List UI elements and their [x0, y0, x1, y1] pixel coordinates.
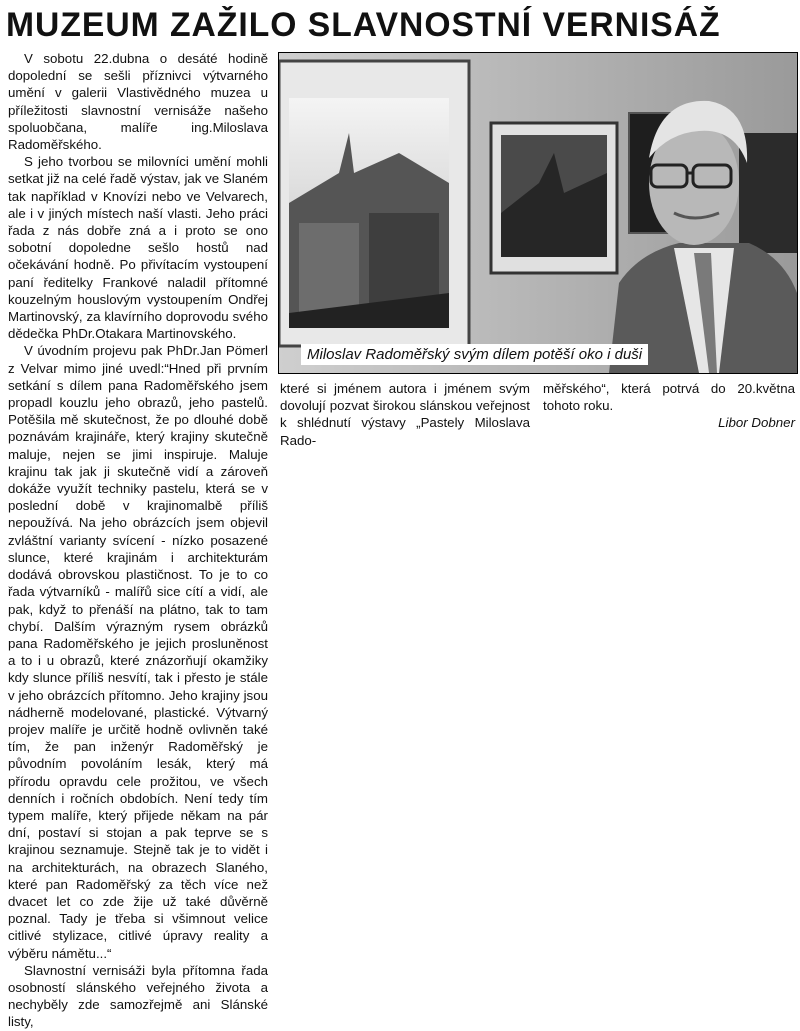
paragraph: které si jménem autora i jménem svým dovolují pozvat širokou slánskou veřejnost k shlédnutí výstavy „Pastely Miloslava Rado-: [280, 381, 530, 448]
article-column-3: [543, 380, 795, 432]
article-column-2: [280, 380, 530, 449]
paragraph: S jeho tvorbou se milovníci umění mohli setkat již na celé řadě výstav, jak ve Slaném tak například v Knovízi nebo ve Velvarech, ale i v jiných místech naší vlasti. Jeho práci řada z nás dobře zná a i proto se ono sobotní dopoledne sešlo hostů nad očekávání hodně. Po přivítacím vystoupení paní ředitelky Frankové naladil přítomné kouzelným houslovým vystoupením Ondřej Martinovský, za klavírního doprovodu svého dědečka PhDr.Otakara Martinovského.: [8, 154, 268, 342]
headline: MUZEUM ZAŽILO SLAVNOSTNÍ VERNISÁŽ: [6, 6, 721, 44]
photo-illustration: [279, 53, 797, 373]
paragraph: V úvodním projevu pak PhDr.Jan Pömerl z Velvar mimo jiné uvedl:“Hned při prvním setkání s dílem pana Radoměřského jsem propadl kouzlu jeho obrazů, jeho pastelů. Potěšila mě skutečnost, že po dlouhé době poznávám krajináře, který krajiny skutečně maluje, nejen se jimi inspiruje. Maluje krajinu tak jak ji skutečně vidí a zároveň dokáže využít techniky pastelu, která se v poslední době v krajinomalbě příliš nepoužívá. Na jeho obrázcích jsem objevil zvláštní varianty svícení - nízko posazené slunce, které krajinám i architekturám dodává obrovskou plastičnost. To je to co řada výtvarníků - malířů sice cítí a vidí, ale pak, když to přenáší na plátno, tak to tam chybí. Dalším výrazným rysem obrázků pana Radoměřského je jejich prosluněnost a to i u obrazů, které znázorňují okamžiky kdy slunce příliš nesvítí, tak i přesto je stále v jeho obrázcích přítomno. Jeho krajiny jsou nádherně modelované, plastické. Výtvarný projev malíře je určitě hodně ovlivněn také tím, že pan inženýr Radoměřský je původním povoláním lesák, který má přírodu opravdu cele prožitou, ve všech denních i ročních obdobích. Není tedy tím typem malíře, který přijede někam na pár dní, postaví si stojan a pak teprve se s krajinou seznamuje. Stejně tak je to vidět i na architekturách, na obrazech Slaného, které pan Radoměřský za těch více než dvacet let co zde žije už také důvěrně poznal. Tady je třeba si všimnout velice citlivé stylizace, citlivé úpravy reality a výběru námětu...“: [8, 343, 268, 961]
photo-caption: Miloslav Radoměřský svým dílem potěší oko i duši: [301, 344, 648, 365]
paragraph: Slavnostní vernisáži byla přítomna řada osobností slánského veřejného života a nechyběly zde samozřejmě ani Slánské listy,: [8, 962, 268, 1030]
paragraph: V sobotu 22.dubna o desáté hodině dopolední se sešli příznivci výtvarného umění v galerii Vlastivědného muzea u příležitosti slavnostní vernisáže našeho spoluobčana, malíře ing.Miloslava Radoměřského.: [8, 51, 268, 153]
paragraph: měřského“, která potrvá do 20.května tohoto roku.: [543, 381, 795, 414]
article-column-1: [8, 50, 268, 1031]
article-photo: [278, 52, 798, 374]
byline: Libor Dobner: [718, 415, 795, 431]
